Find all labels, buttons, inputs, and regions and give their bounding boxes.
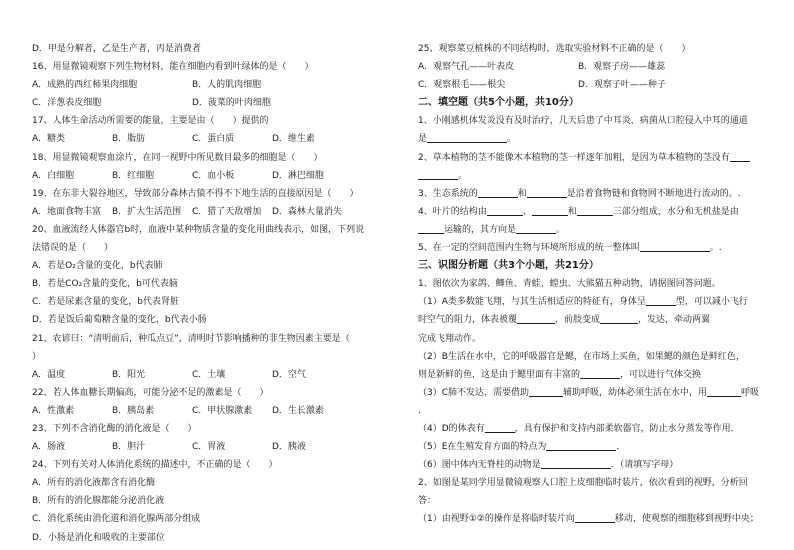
answer-blank[interactable] bbox=[600, 312, 638, 324]
q24-stem: 24、下列有关对人体消化系统的描述中，不正确的是（ ） bbox=[32, 460, 278, 471]
q22-option-b: B．胰岛素 bbox=[112, 405, 155, 416]
section-diagram-heading: 三、识图分析题（共3个小题，共21分） bbox=[418, 260, 599, 272]
answer-blank[interactable] bbox=[478, 186, 518, 198]
analysis-q2-sub1: （1）由视野①②的操作是将临时装片向 移动，使观察的细胞移到视野中央； bbox=[418, 510, 780, 528]
q18-option-c: C．血小板 bbox=[192, 170, 235, 181]
q20-stem-line1: 20、血液流经人体器官b时，血液中某种物质含量的变化用曲线表示，如图，下列说 bbox=[32, 224, 365, 235]
analysis-q2-intro-line2: 答： bbox=[418, 496, 437, 507]
q22-option-c: C．甲状腺激素 bbox=[192, 405, 253, 416]
fill-q3: 3、生态系统的 和 是沿着食物链和食物网不断地进行流动的。. bbox=[418, 185, 780, 203]
q23-stem: 23、下列不含消化酶的消化液是（ ） bbox=[32, 423, 197, 434]
analysis-q1-sub1-line2: 时空气的阻力，体表被覆 ，前肢变成 ，发达，牵动两翼 bbox=[418, 311, 780, 329]
q18-options bbox=[32, 167, 394, 185]
analysis-q1-sub6: （6）图中体内无脊柱的动物是 ．（请填写字母） bbox=[418, 456, 780, 474]
q23-option-b: B．胆汁 bbox=[112, 442, 146, 453]
fill-q2-line2: 。 bbox=[418, 167, 780, 185]
q17-option-d: D．维生素 bbox=[272, 134, 315, 145]
analysis-q1-sub3-end: ． bbox=[418, 405, 428, 416]
q21-option-c: C．土壤 bbox=[192, 369, 226, 380]
q20-option-a: A．若是O₂含量的变化，b代表肺 bbox=[32, 261, 163, 272]
answer-blank[interactable] bbox=[577, 204, 613, 216]
answer-blank[interactable] bbox=[427, 131, 507, 143]
q21-options bbox=[32, 366, 394, 384]
q18-stem: 18、用显微镜观察血涂片，在同一视野中所见数目最多的细胞是（ ） bbox=[32, 152, 323, 163]
q19-option-d: D．森林大量消失 bbox=[272, 206, 342, 217]
q16-option-c: C．洋葱表皮细胞 bbox=[32, 98, 102, 109]
answer-blank[interactable] bbox=[646, 294, 676, 306]
q23-option-a: A．肠液 bbox=[32, 442, 66, 453]
answer-blank[interactable] bbox=[485, 421, 515, 433]
q24-option-a: A．所有的消化液都含有消化酶 bbox=[32, 478, 156, 489]
q22-stem: 22、若人体血糖长期偏高，可能分泌不足的激素是（ ） bbox=[32, 387, 269, 398]
q19-stem: 19、在东非大裂谷地区，导致部分森林古猿不得不下地生活的直接原因是（ ） bbox=[32, 188, 359, 199]
analysis-q1-sub2-line1: （2）B生活在水中，它的呼吸器官是鳃，在市场上买鱼，如果鳃的颜色是鲜红色， bbox=[418, 351, 745, 362]
answer-blank[interactable] bbox=[529, 385, 563, 397]
answer-blank[interactable] bbox=[546, 439, 616, 451]
q24-option-d: D．小肠是消化和吸收的主要部位 bbox=[32, 532, 165, 543]
answer-blank[interactable] bbox=[707, 385, 741, 397]
q17-options bbox=[32, 130, 394, 148]
q21-option-b: B．阳光 bbox=[112, 369, 146, 380]
answer-blank[interactable] bbox=[517, 312, 555, 324]
q24-option-c: C．消化系统由消化道和消化腺两部分组成 bbox=[32, 514, 201, 525]
q23-options bbox=[32, 438, 394, 456]
q20-option-c: C．若是尿素含量的变化，b代表肾脏 bbox=[32, 297, 179, 308]
answer-blank[interactable] bbox=[527, 186, 567, 198]
analysis-q1-sub1-line3: 完成飞翔动作。 bbox=[418, 333, 482, 344]
q25-option-d: D．观察子叶——种子 bbox=[578, 80, 666, 91]
fill-q1-line1: 1、小刚感机体发炎没有及时治疗，几天后患了中耳炎，病菌从口腔侵入中耳的通道 bbox=[418, 116, 748, 127]
q24-option-b: B．所有的消化腺都能分泌消化液 bbox=[32, 496, 165, 507]
q15-option-d: D．甲是分解者，乙是生产者，丙是消费者 bbox=[32, 44, 201, 54]
answer-blank[interactable] bbox=[532, 204, 568, 216]
q16-stem: 16、用显微镜观察下列生物材料，能在细胞内看到叶绿体的是（ ） bbox=[32, 62, 314, 73]
analysis-q1-sub4: （4）D的体表有 ，具有保护和支持内部柔软器官，防止水分蒸发等作用． bbox=[418, 420, 780, 438]
q21-option-a: A．温度 bbox=[32, 369, 66, 380]
analysis-q1-intro: 1、图依次为家鸽、鲫鱼、青蛙、蝗虫、大熊猫五种动物，请据图回答问题。 bbox=[418, 279, 721, 290]
q23-option-c: C．胃液 bbox=[192, 442, 226, 453]
q25-options-row1 bbox=[418, 58, 780, 76]
fill-q2: 2、草本植物的茎不能像木本植物的茎一样逐年加粗，是因为草本植物的茎没有 bbox=[418, 149, 780, 167]
q17-option-c: C．蛋白质 bbox=[192, 134, 235, 145]
q25-option-b: B．观察子房——雄蕊 bbox=[578, 62, 666, 73]
q21-option-d: D．空气 bbox=[272, 369, 306, 380]
q25-stem: 25、观察菜豆植株的不同结构时，选取实验材料不正确的是（ ） bbox=[418, 44, 691, 54]
q16-option-d: D．菠菜的叶肉细胞 bbox=[192, 98, 271, 109]
q16-options-row2 bbox=[32, 94, 394, 112]
q18-option-b: B．红细胞 bbox=[112, 170, 155, 181]
q16-option-a: A．成熟的西红柿果肉细胞 bbox=[32, 80, 138, 91]
q17-option-a: A．糖类 bbox=[32, 134, 66, 145]
answer-blank[interactable] bbox=[640, 240, 710, 252]
answer-blank[interactable] bbox=[418, 222, 444, 234]
analysis-q1-sub3: （3）C肺不发达，需要借助 辅助呼吸，幼体必须生活在水中，用 呼吸 bbox=[418, 384, 780, 402]
answer-blank[interactable] bbox=[730, 150, 750, 162]
analysis-q1-sub1-line1: （1）A类多数能飞翔，与其生活相适应的特征有，身体呈 型，可以减小飞行 bbox=[418, 293, 780, 311]
answer-blank[interactable] bbox=[580, 367, 620, 379]
q18-option-d: D．淋巴细胞 bbox=[272, 170, 324, 181]
q19-option-a: A．地面食物丰富 bbox=[32, 206, 102, 217]
q22-option-d: D．生长激素 bbox=[272, 405, 324, 416]
section-fill-in-heading: 二、填空题（共5个小题，共10分） bbox=[418, 97, 579, 109]
q22-options bbox=[32, 402, 394, 420]
answer-blank[interactable] bbox=[541, 457, 611, 469]
q19-options bbox=[32, 203, 394, 221]
q20-option-b: B．若是CO₂含量的变化，b可代表脑 bbox=[32, 279, 178, 290]
q20-option-d: D．若是饭后葡萄糖含量的变化，b代表小肠 bbox=[32, 315, 207, 326]
fill-q1-line2: 是 。 bbox=[418, 130, 780, 148]
analysis-q2-intro-line1: 2、如图是某同学用显微镜观察人口腔上皮细胞临时装片，依次看到的视野，分析回 bbox=[418, 478, 748, 489]
answer-blank[interactable] bbox=[575, 511, 615, 523]
q25-option-c: C．观察根毛——根尖 bbox=[418, 80, 506, 91]
analysis-q1-sub2-line2: 则是新鲜的鱼，这是由于鳃里面有丰富的 ，可以进行气体交换 bbox=[418, 366, 780, 384]
q23-option-d: D．胰液 bbox=[272, 442, 306, 453]
q18-option-a: A．白细胞 bbox=[32, 170, 75, 181]
answer-blank[interactable] bbox=[487, 204, 523, 216]
q21-stem-line2: ） bbox=[32, 351, 42, 362]
fill-q4-line2: 运输的，其方向是 。 bbox=[418, 221, 780, 239]
answer-blank[interactable] bbox=[418, 168, 458, 180]
q22-option-a: A．性激素 bbox=[32, 405, 75, 416]
q25-options-row2 bbox=[418, 76, 780, 94]
q19-option-c: C．猎了天敌增加 bbox=[192, 206, 262, 217]
q17-option-b: B．脂肪 bbox=[112, 134, 146, 145]
left-column bbox=[32, 40, 394, 547]
q16-option-b: B．人的肌肉细胞 bbox=[192, 80, 262, 91]
q19-option-b: B．扩大生活范围 bbox=[112, 206, 182, 217]
q25-option-a: A．观察气孔——叶表皮 bbox=[418, 62, 515, 73]
q17-stem: 17、人体生命活动所需要的能量，主要是由（ ）提供的 bbox=[32, 116, 269, 127]
q16-options-row1 bbox=[32, 76, 394, 94]
fill-q5: 5、在一定的空间范围内生物与环境所形成的统一整体叫 。. bbox=[418, 239, 780, 257]
analysis-q1-sub5: （5）E在生殖发育方面的特点为 ． bbox=[418, 438, 780, 456]
answer-blank[interactable] bbox=[516, 222, 556, 234]
q21-stem-line1: 21、农谚曰：“清明前后，种瓜点豆”，清明时节影响播种的非生物因素主要是（ bbox=[32, 333, 350, 344]
q20-stem-line2: 法错误的是（ ） bbox=[32, 243, 114, 254]
right-column bbox=[418, 40, 780, 529]
fill-q4-line1: 4、叶片的结构由 、 和 三部分组成，水分和无机盐是由 bbox=[418, 203, 780, 221]
